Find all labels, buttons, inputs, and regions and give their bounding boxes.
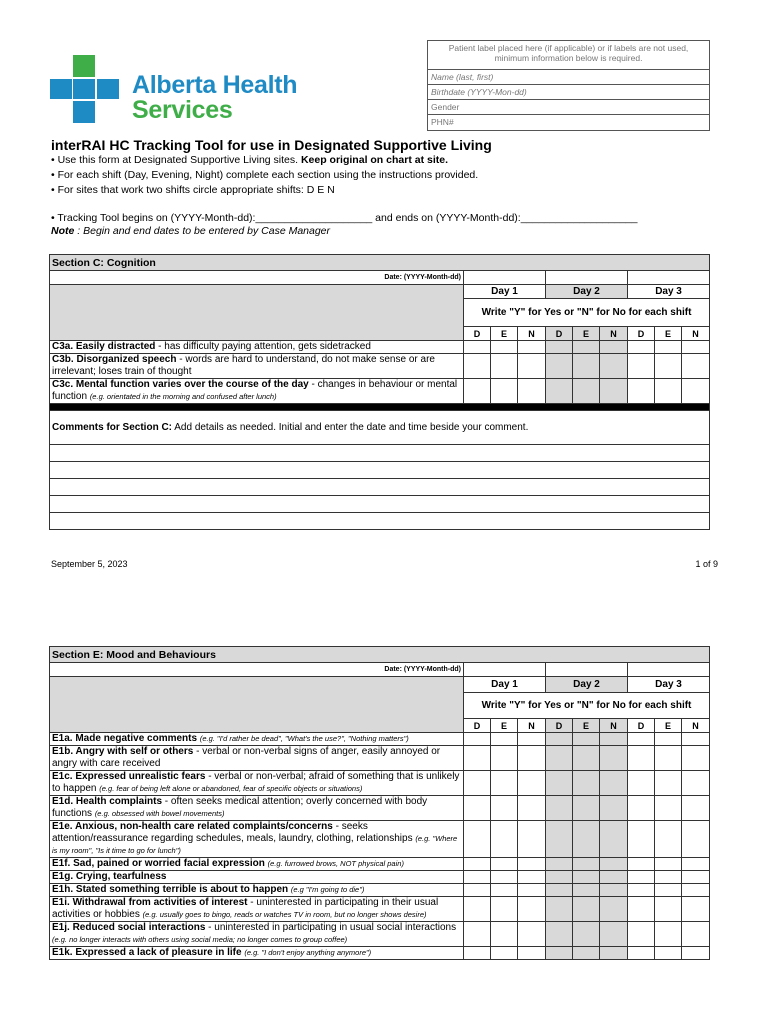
note-label: Note bbox=[51, 225, 75, 237]
shift-entry-cell[interactable] bbox=[546, 746, 573, 771]
birthdate-field[interactable]: Birthdate (YYYY-Mon-dd) bbox=[428, 85, 709, 100]
shift-entry-cell[interactable] bbox=[546, 771, 573, 796]
comments-label: Comments for Section C: bbox=[52, 422, 173, 433]
org-name-line2: Services bbox=[132, 96, 233, 124]
shift-entry-cell[interactable] bbox=[628, 746, 655, 771]
shift-entry-cell[interactable] bbox=[573, 858, 600, 871]
item-label bbox=[50, 947, 464, 960]
item-label bbox=[50, 871, 464, 884]
shift-entry-cell[interactable] bbox=[546, 379, 573, 404]
day2-header: Day 2 bbox=[546, 677, 628, 693]
item-row bbox=[50, 341, 710, 354]
shift-entry-cell[interactable] bbox=[464, 341, 491, 354]
shift-entry-cell[interactable] bbox=[573, 871, 600, 884]
instruction-3: • For sites that work two shifts circle appropriate shifts: D E N bbox=[51, 184, 335, 196]
section-e-title: Section E: Mood and Behaviours bbox=[50, 647, 710, 663]
item-description: - verbal or non-verbal; afraid of something that is unlikely to happen bbox=[52, 771, 460, 794]
item-code: E1h. Stated something terrible is about to happen bbox=[52, 884, 289, 895]
day2-date-cell[interactable] bbox=[546, 663, 628, 677]
instruction-1 bbox=[51, 153, 478, 168]
shift-entry-cell[interactable] bbox=[655, 796, 682, 821]
shift-d: D bbox=[464, 719, 491, 733]
shift-entry-cell[interactable] bbox=[491, 771, 518, 796]
shift-entry-cell[interactable] bbox=[573, 341, 600, 354]
item-example: (e.g. furrowed brows, NOT physical pain) bbox=[267, 859, 404, 868]
shift-entry-cell[interactable] bbox=[682, 922, 710, 947]
shift-entry-cell[interactable] bbox=[655, 897, 682, 922]
shift-entry-cell[interactable] bbox=[655, 884, 682, 897]
shift-entry-cell[interactable] bbox=[682, 771, 710, 796]
shift-e: E bbox=[491, 719, 518, 733]
shift-entry-cell[interactable] bbox=[600, 746, 628, 771]
shift-entry-cell[interactable] bbox=[464, 746, 491, 771]
shift-entry-cell[interactable] bbox=[655, 379, 682, 404]
item-label bbox=[50, 354, 464, 379]
item-label bbox=[50, 796, 464, 821]
shift-entry-cell[interactable] bbox=[600, 897, 628, 922]
item-example: (e.g. "I don't enjoy anything anymore") bbox=[244, 948, 372, 957]
shift-entry-cell[interactable] bbox=[600, 947, 628, 960]
shift-entry-cell[interactable] bbox=[464, 884, 491, 897]
footer-page: 1 of 9 bbox=[695, 559, 718, 569]
shift-entry-cell[interactable] bbox=[600, 821, 628, 858]
item-code: E1c. Expressed unrealistic fears bbox=[52, 771, 206, 782]
day2-header: Day 2 bbox=[546, 285, 628, 299]
day1-date-cell[interactable] bbox=[464, 271, 546, 285]
shift-entry-cell[interactable] bbox=[682, 871, 710, 884]
shift-d: D bbox=[628, 327, 655, 341]
shift-entry-cell[interactable] bbox=[491, 871, 518, 884]
item-label bbox=[50, 379, 464, 404]
write-instruction: Write "Y" for Yes or "N" for No for each shift bbox=[464, 299, 710, 327]
item-label bbox=[50, 858, 464, 871]
phn-field[interactable]: PHN# bbox=[431, 117, 454, 127]
shift-entry-cell[interactable] bbox=[600, 922, 628, 947]
item-row bbox=[50, 947, 710, 960]
footer-date: September 5, 2023 bbox=[51, 559, 128, 569]
shift-entry-cell[interactable] bbox=[518, 796, 546, 821]
shift-entry-cell[interactable] bbox=[628, 379, 655, 404]
shift-entry-cell[interactable] bbox=[518, 884, 546, 897]
item-row bbox=[50, 922, 710, 947]
shift-entry-cell[interactable] bbox=[682, 884, 710, 897]
shift-entry-cell[interactable] bbox=[628, 354, 655, 379]
shift-entry-cell[interactable] bbox=[628, 733, 655, 746]
shift-entry-cell[interactable] bbox=[628, 796, 655, 821]
shift-entry-cell[interactable] bbox=[682, 947, 710, 960]
shift-n: N bbox=[600, 327, 628, 341]
item-example: (e.g "I'm going to die") bbox=[290, 885, 365, 894]
shift-entry-cell[interactable] bbox=[655, 871, 682, 884]
ahs-logo bbox=[50, 55, 300, 125]
shift-entry-cell[interactable] bbox=[682, 897, 710, 922]
item-code: E1a. Made negative comments bbox=[52, 733, 198, 744]
item-row bbox=[50, 771, 710, 796]
shift-entry-cell[interactable] bbox=[518, 858, 546, 871]
item-label bbox=[50, 341, 464, 354]
shift-entry-cell[interactable] bbox=[600, 733, 628, 746]
shift-entry-cell[interactable] bbox=[600, 379, 628, 404]
org-name bbox=[132, 73, 297, 123]
section-e-items bbox=[50, 733, 710, 960]
shift-entry-cell[interactable] bbox=[600, 858, 628, 871]
shift-entry-cell[interactable] bbox=[682, 821, 710, 858]
org-name-line1: Alberta Health bbox=[132, 71, 298, 99]
day3-date-cell[interactable] bbox=[628, 663, 710, 677]
section-c-table bbox=[49, 254, 710, 530]
item-code: E1i. Withdrawal from activities of interest bbox=[52, 897, 248, 908]
shift-entry-cell[interactable] bbox=[546, 341, 573, 354]
item-code: E1b. Angry with self or others bbox=[52, 746, 194, 757]
shift-entry-cell[interactable] bbox=[546, 947, 573, 960]
page-2 bbox=[0, 600, 768, 1024]
document-title: interRAI HC Tracking Tool for use in Designated Supportive Living bbox=[51, 137, 492, 153]
item-code: E1f. Sad, pained or worried facial expression bbox=[52, 858, 265, 869]
header-blank bbox=[50, 285, 464, 341]
shift-e: E bbox=[655, 327, 682, 341]
comments-instruction: Add details as needed. Initial and enter the date and time beside your comment. bbox=[172, 422, 529, 433]
shift-entry-cell[interactable] bbox=[491, 858, 518, 871]
section-c-title: Section C: Cognition bbox=[50, 255, 710, 271]
shift-entry-cell[interactable] bbox=[573, 733, 600, 746]
shift-entry-cell[interactable] bbox=[464, 947, 491, 960]
shift-entry-cell[interactable] bbox=[518, 771, 546, 796]
shift-entry-cell[interactable] bbox=[546, 897, 573, 922]
item-example: (e.g. "Where is my room", "Is it time to go for lunch") bbox=[52, 834, 458, 855]
shift-e: E bbox=[573, 327, 600, 341]
shift-entry-cell[interactable] bbox=[546, 884, 573, 897]
shift-entry-cell[interactable] bbox=[655, 341, 682, 354]
shift-entry-cell[interactable] bbox=[464, 821, 491, 858]
item-label bbox=[50, 897, 464, 922]
tracking-dates bbox=[51, 212, 638, 238]
item-row bbox=[50, 733, 710, 746]
shift-d: D bbox=[464, 327, 491, 341]
item-label bbox=[50, 771, 464, 796]
shift-entry-cell[interactable] bbox=[518, 733, 546, 746]
item-row bbox=[50, 884, 710, 897]
shift-entry-cell[interactable] bbox=[546, 922, 573, 947]
section-e-table bbox=[49, 646, 710, 960]
tracking-line: • Tracking Tool begins on (YYYY-Month-dd):____________________ and ends on (YYYY-Month-dd):____________________ bbox=[51, 212, 638, 224]
day3-header: Day 3 bbox=[628, 285, 710, 299]
shift-entry-cell[interactable] bbox=[546, 871, 573, 884]
shift-entry-cell[interactable] bbox=[600, 354, 628, 379]
day1-date-cell[interactable] bbox=[464, 663, 546, 677]
shift-entry-cell[interactable] bbox=[518, 746, 546, 771]
shift-entry-cell[interactable] bbox=[518, 354, 546, 379]
shift-entry-cell[interactable] bbox=[491, 922, 518, 947]
shift-entry-cell[interactable] bbox=[518, 821, 546, 858]
shift-entry-cell[interactable] bbox=[546, 821, 573, 858]
shift-entry-cell[interactable] bbox=[518, 379, 546, 404]
item-row bbox=[50, 379, 710, 404]
item-row bbox=[50, 746, 710, 771]
shift-n: N bbox=[518, 719, 546, 733]
shift-entry-cell[interactable] bbox=[518, 947, 546, 960]
shift-entry-cell[interactable] bbox=[464, 733, 491, 746]
item-example: (e.g. "I'd rather be dead", "What's the use?", "Nothing matters") bbox=[199, 734, 409, 743]
shift-entry-cell[interactable] bbox=[573, 354, 600, 379]
shift-entry-cell[interactable] bbox=[600, 884, 628, 897]
comment-line[interactable] bbox=[50, 513, 710, 530]
shift-entry-cell[interactable] bbox=[628, 858, 655, 871]
shift-entry-cell[interactable] bbox=[628, 897, 655, 922]
shift-entry-cell[interactable] bbox=[491, 379, 518, 404]
shift-entry-cell[interactable] bbox=[573, 897, 600, 922]
note-text: : Begin and end dates to be entered by Case Manager bbox=[74, 225, 331, 237]
item-description: - words are hard to understand, do not make sense or are irrelevant; loses train of thought bbox=[52, 354, 435, 377]
item-example: (e.g. no longer interacts with others using social media; no longer comes to group coffee) bbox=[52, 935, 348, 944]
shift-entry-cell[interactable] bbox=[518, 897, 546, 922]
shift-entry-cell[interactable] bbox=[491, 821, 518, 858]
shift-entry-cell[interactable] bbox=[600, 871, 628, 884]
shift-entry-cell[interactable] bbox=[546, 733, 573, 746]
shift-entry-cell[interactable] bbox=[655, 733, 682, 746]
shift-e: E bbox=[655, 719, 682, 733]
shift-entry-cell[interactable] bbox=[628, 922, 655, 947]
item-example: (e.g. orientated in the morning and confused after lunch) bbox=[89, 392, 277, 401]
patient-label-box bbox=[427, 40, 710, 131]
shift-n: N bbox=[682, 719, 710, 733]
ahs-cross-icon bbox=[50, 55, 124, 125]
shift-n: N bbox=[600, 719, 628, 733]
item-code: E1j. Reduced social interactions bbox=[52, 922, 206, 933]
shift-entry-cell[interactable] bbox=[628, 821, 655, 858]
item-description: - uninterested in participating in usual social interactions bbox=[205, 922, 457, 933]
day3-date-cell[interactable] bbox=[628, 271, 710, 285]
item-description: - changes in behaviour or mental function bbox=[52, 379, 458, 402]
item-label bbox=[50, 746, 464, 771]
item-label bbox=[50, 922, 464, 947]
page-gap bbox=[0, 584, 768, 600]
shift-entry-cell[interactable] bbox=[655, 771, 682, 796]
shift-entry-cell[interactable] bbox=[682, 379, 710, 404]
shift-entry-cell[interactable] bbox=[464, 858, 491, 871]
shift-entry-cell[interactable] bbox=[464, 871, 491, 884]
name-field[interactable]: Name (last, first) bbox=[428, 70, 709, 85]
shift-entry-cell[interactable] bbox=[600, 341, 628, 354]
shift-entry-cell[interactable] bbox=[655, 947, 682, 960]
shift-entry-cell[interactable] bbox=[628, 947, 655, 960]
shift-entry-cell[interactable] bbox=[628, 884, 655, 897]
shift-entry-cell[interactable] bbox=[464, 897, 491, 922]
comment-line[interactable] bbox=[50, 445, 710, 462]
item-code: E1d. Health complaints bbox=[52, 796, 163, 807]
shift-entry-cell[interactable] bbox=[682, 341, 710, 354]
day1-header: Day 1 bbox=[464, 285, 546, 299]
day1-header: Day 1 bbox=[464, 677, 546, 693]
item-code: E1k. Expressed a lack of pleasure in life bbox=[52, 947, 242, 958]
shift-d: D bbox=[628, 719, 655, 733]
shift-d: D bbox=[546, 719, 573, 733]
item-description: - has difficulty paying attention, gets sidetracked bbox=[155, 341, 371, 352]
item-label bbox=[50, 733, 464, 746]
shift-e: E bbox=[573, 719, 600, 733]
shift-entry-cell[interactable] bbox=[491, 746, 518, 771]
item-code: C3a. Easily distracted bbox=[52, 341, 156, 352]
shift-entry-cell[interactable] bbox=[628, 341, 655, 354]
shift-entry-cell[interactable] bbox=[546, 858, 573, 871]
shift-entry-cell[interactable] bbox=[518, 871, 546, 884]
item-label bbox=[50, 884, 464, 897]
shift-n: N bbox=[682, 327, 710, 341]
shift-entry-cell[interactable] bbox=[491, 341, 518, 354]
patient-label-header: Patient label placed here (if applicable) or if labels are not used, minimum information below is required. bbox=[428, 41, 709, 70]
shift-d: D bbox=[546, 327, 573, 341]
shift-entry-cell[interactable] bbox=[573, 922, 600, 947]
date-label: Date: (YYYY-Month-dd) bbox=[50, 271, 464, 285]
item-row bbox=[50, 871, 710, 884]
item-code: E1g. Crying, tearfulness bbox=[52, 871, 167, 882]
shift-entry-cell[interactable] bbox=[573, 379, 600, 404]
item-code: C3b. Disorganized speech bbox=[52, 354, 177, 365]
instructions bbox=[51, 153, 478, 198]
item-example: (e.g. obsessed with bowel movements) bbox=[94, 809, 225, 818]
shift-entry-cell[interactable] bbox=[655, 821, 682, 858]
shift-entry-cell[interactable] bbox=[573, 746, 600, 771]
item-example: (e.g. fear of being left alone or abandoned, fear of specific objects or situations) bbox=[99, 784, 363, 793]
instruction-1-bold: Keep original on chart at site. bbox=[300, 154, 448, 166]
shift-entry-cell[interactable] bbox=[682, 354, 710, 379]
instruction-1-text: • Use this form at Designated Supportive Living sites. bbox=[51, 154, 301, 166]
shift-entry-cell[interactable] bbox=[628, 871, 655, 884]
shift-entry-cell[interactable] bbox=[491, 796, 518, 821]
shift-entry-cell[interactable] bbox=[573, 884, 600, 897]
item-code: E1e. Anxious, non-health care related complaints/concerns bbox=[52, 821, 333, 832]
item-description: - uninterested in participating in their usual activities or hobbies bbox=[52, 897, 439, 920]
shift-entry-cell[interactable] bbox=[491, 947, 518, 960]
item-row bbox=[50, 858, 710, 871]
shift-entry-cell[interactable] bbox=[464, 379, 491, 404]
shift-entry-cell[interactable] bbox=[491, 733, 518, 746]
item-row bbox=[50, 897, 710, 922]
shift-entry-cell[interactable] bbox=[655, 922, 682, 947]
comment-line[interactable] bbox=[50, 479, 710, 496]
shift-entry-cell[interactable] bbox=[682, 858, 710, 871]
gender-field[interactable]: Gender bbox=[428, 100, 709, 115]
shift-entry-cell[interactable] bbox=[491, 354, 518, 379]
shift-entry-cell[interactable] bbox=[518, 341, 546, 354]
shift-entry-cell[interactable] bbox=[573, 821, 600, 858]
item-example: (e.g. usually goes to bingo, reads or watches TV in room, but no longer shows desire) bbox=[142, 910, 427, 919]
shift-entry-cell[interactable] bbox=[573, 796, 600, 821]
section-c-items bbox=[50, 341, 710, 404]
comment-line[interactable] bbox=[50, 462, 710, 479]
shift-entry-cell[interactable] bbox=[573, 771, 600, 796]
comments-header bbox=[50, 411, 710, 445]
instruction-2: • For each shift (Day, Evening, Night) complete each section using the instructions provided. bbox=[51, 169, 479, 181]
item-row bbox=[50, 821, 710, 858]
write-instruction: Write "Y" for Yes or "N" for No for each shift bbox=[464, 693, 710, 719]
shift-entry-cell[interactable] bbox=[600, 796, 628, 821]
item-code: C3c. Mental function varies over the course of the day bbox=[52, 379, 309, 390]
shift-n: N bbox=[518, 327, 546, 341]
date-label: Date: (YYYY-Month-dd) bbox=[50, 663, 464, 677]
shift-entry-cell[interactable] bbox=[628, 771, 655, 796]
shift-entry-cell[interactable] bbox=[600, 771, 628, 796]
shift-entry-cell[interactable] bbox=[573, 947, 600, 960]
shift-entry-cell[interactable] bbox=[464, 354, 491, 379]
shift-entry-cell[interactable] bbox=[655, 858, 682, 871]
item-row bbox=[50, 796, 710, 821]
shift-entry-cell[interactable] bbox=[655, 354, 682, 379]
shift-entry-cell[interactable] bbox=[464, 922, 491, 947]
divider-bar bbox=[50, 404, 710, 411]
header-blank bbox=[50, 677, 464, 733]
item-description: - seeks attention/reassurance regarding schedules, meals, laundry, clothing, relationships bbox=[52, 821, 416, 844]
shift-entry-cell[interactable] bbox=[546, 796, 573, 821]
shift-entry-cell[interactable] bbox=[464, 796, 491, 821]
shift-entry-cell[interactable] bbox=[546, 354, 573, 379]
shift-e: E bbox=[491, 327, 518, 341]
day2-date-cell[interactable] bbox=[546, 271, 628, 285]
shift-entry-cell[interactable] bbox=[682, 733, 710, 746]
item-label bbox=[50, 821, 464, 858]
shift-entry-cell[interactable] bbox=[491, 884, 518, 897]
shift-entry-cell[interactable] bbox=[655, 746, 682, 771]
shift-entry-cell[interactable] bbox=[682, 796, 710, 821]
item-description: - verbal or non-verbal signs of anger, easily annoyed or angry with care received bbox=[52, 746, 441, 769]
comment-line[interactable] bbox=[50, 496, 710, 513]
shift-entry-cell[interactable] bbox=[491, 897, 518, 922]
shift-entry-cell[interactable] bbox=[464, 771, 491, 796]
item-row bbox=[50, 354, 710, 379]
shift-entry-cell[interactable] bbox=[518, 922, 546, 947]
item-description: - often seeks medical attention; overly concerned with body functions bbox=[52, 796, 428, 819]
day3-header: Day 3 bbox=[628, 677, 710, 693]
shift-entry-cell[interactable] bbox=[682, 746, 710, 771]
